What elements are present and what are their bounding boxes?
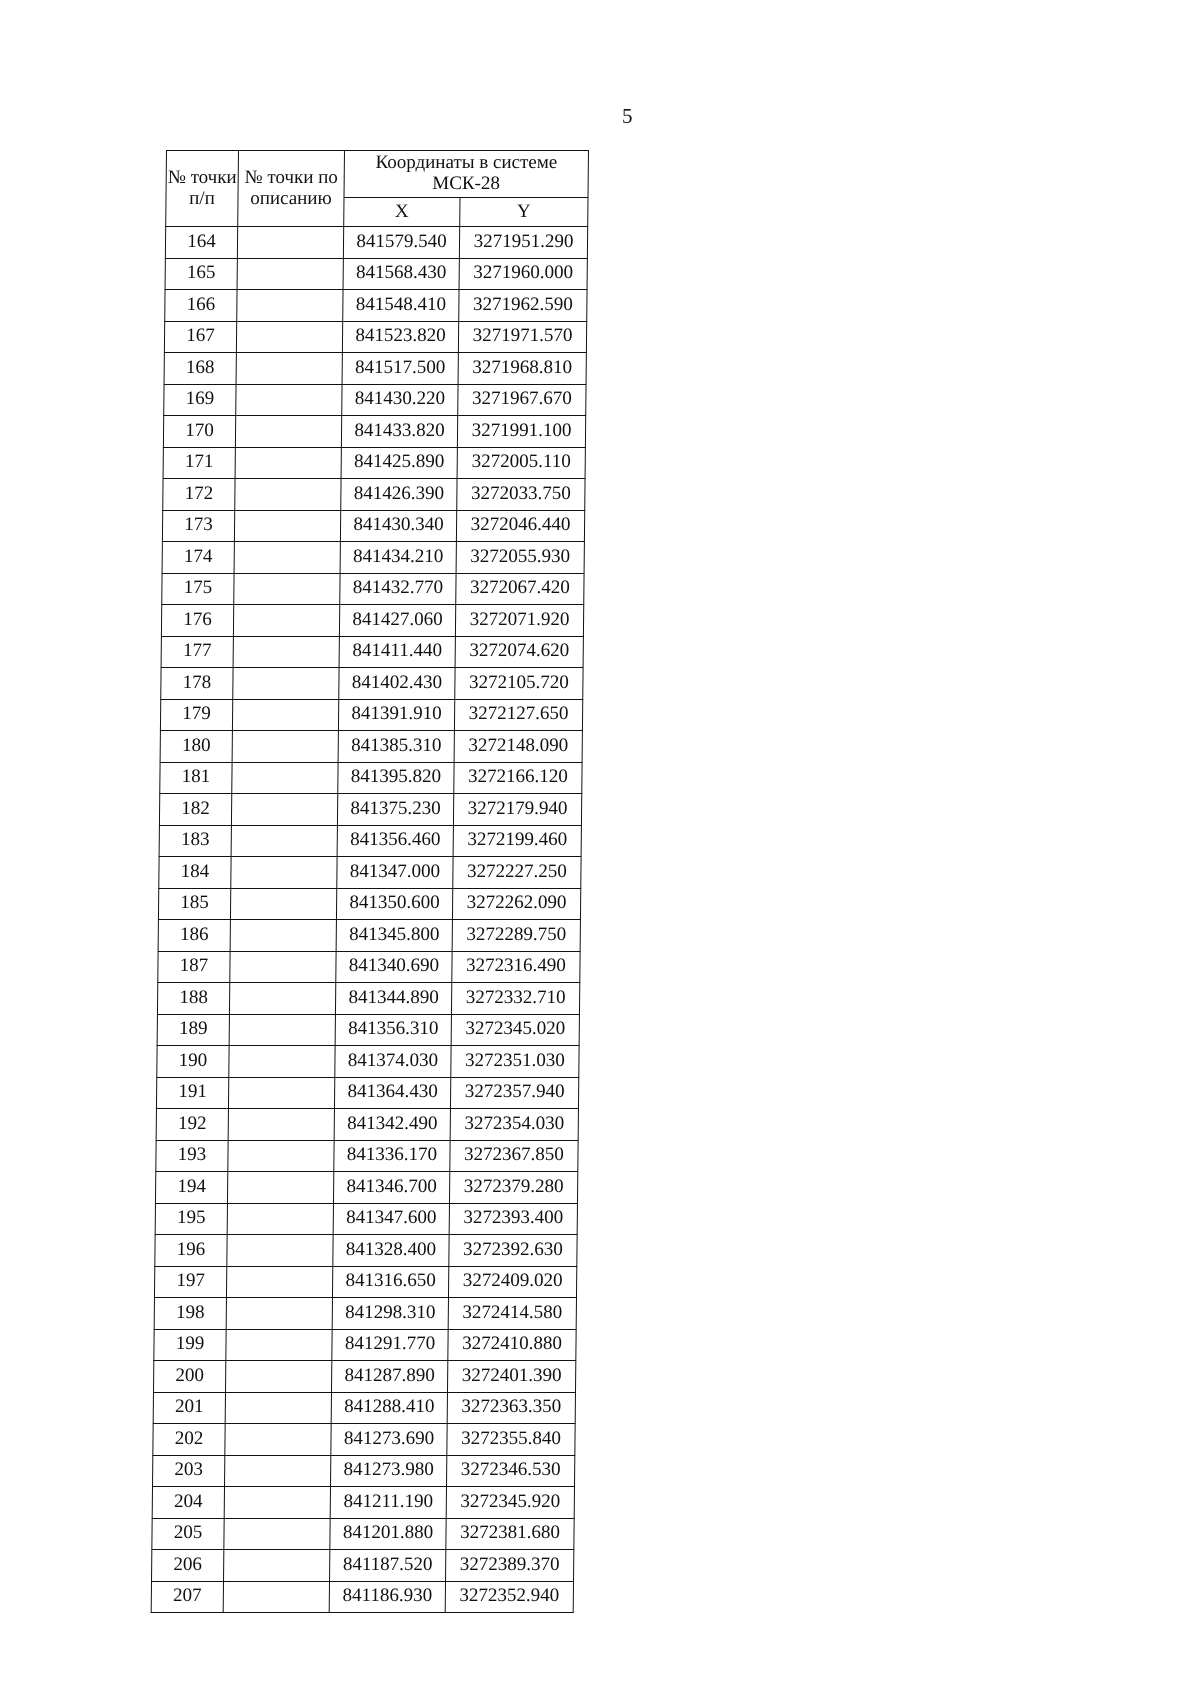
x-coordinate-cell: 841548.410 <box>343 290 459 322</box>
point-number-cell: 204 <box>152 1487 224 1519</box>
y-coordinate-cell: 3272352.940 <box>445 1581 573 1613</box>
x-coordinate-cell: 841328.400 <box>333 1235 449 1267</box>
table-row <box>157 983 579 1015</box>
description-point-cell <box>233 636 339 668</box>
point-number-cell: 180 <box>160 731 232 763</box>
y-coordinate-cell: 3272199.460 <box>453 825 581 857</box>
y-coordinate-cell: 3271971.570 <box>458 321 586 353</box>
y-coordinate-cell: 3272166.120 <box>454 762 582 794</box>
x-coordinate-cell: 841579.540 <box>343 227 459 259</box>
y-coordinate-cell: 3272392.630 <box>449 1235 577 1267</box>
table-row <box>165 290 587 322</box>
point-number-cell: 173 <box>162 510 234 542</box>
x-coordinate-cell: 841298.310 <box>332 1298 448 1330</box>
description-point-cell <box>226 1266 332 1298</box>
description-point-cell <box>235 479 341 511</box>
x-coordinate-cell: 841342.490 <box>334 1109 450 1141</box>
y-coordinate-cell: 3272332.710 <box>451 983 579 1015</box>
point-number-cell: 193 <box>156 1140 228 1172</box>
x-coordinate-cell: 841432.770 <box>340 573 456 605</box>
description-point-cell <box>234 542 340 574</box>
y-coordinate-cell: 3271951.290 <box>459 227 587 259</box>
description-point-cell <box>225 1392 331 1424</box>
table-row <box>151 1581 573 1613</box>
table-row <box>164 384 586 416</box>
table-row <box>157 1014 579 1046</box>
description-point-cell <box>227 1203 333 1235</box>
x-coordinate-cell: 841347.000 <box>337 857 453 889</box>
table-row <box>156 1077 578 1109</box>
y-coordinate-cell: 3271968.810 <box>458 353 586 385</box>
point-number-cell: 191 <box>156 1077 228 1109</box>
point-number-cell: 176 <box>161 605 233 637</box>
point-number-cell: 182 <box>159 794 231 826</box>
y-coordinate-cell: 3272148.090 <box>454 731 582 763</box>
y-coordinate-cell: 3272355.840 <box>447 1424 575 1456</box>
point-number-cell: 179 <box>160 699 232 731</box>
x-coordinate-cell: 841345.800 <box>336 920 452 952</box>
description-point-cell <box>233 605 339 637</box>
description-point-cell <box>225 1424 331 1456</box>
y-coordinate-cell: 3272071.920 <box>455 605 583 637</box>
description-point-cell <box>235 416 341 448</box>
description-point-cell <box>237 290 343 322</box>
table-row <box>161 636 583 668</box>
header-coordinates-system: Координаты в системе МСК-28 <box>344 151 588 198</box>
description-point-cell <box>230 888 336 920</box>
y-coordinate-cell: 3272379.280 <box>449 1172 577 1204</box>
y-coordinate-cell: 3272127.650 <box>454 699 582 731</box>
table-row <box>155 1235 577 1267</box>
y-coordinate-cell: 3272363.350 <box>447 1392 575 1424</box>
y-coordinate-cell: 3272354.030 <box>450 1109 578 1141</box>
description-point-cell <box>235 447 341 479</box>
table-row <box>158 888 580 920</box>
point-number-cell: 174 <box>162 542 234 574</box>
table-row <box>153 1424 575 1456</box>
description-point-cell <box>230 920 336 952</box>
table-row <box>165 258 587 290</box>
table-row <box>156 1140 578 1172</box>
point-number-cell: 168 <box>164 353 236 385</box>
description-point-cell <box>231 857 337 889</box>
y-coordinate-cell: 3272381.680 <box>446 1518 574 1550</box>
description-point-cell <box>227 1235 333 1267</box>
description-point-cell <box>231 825 337 857</box>
table-row <box>152 1487 574 1519</box>
point-number-cell: 206 <box>152 1550 224 1582</box>
description-point-cell <box>234 573 340 605</box>
x-coordinate-cell: 841316.650 <box>332 1266 448 1298</box>
table-row <box>159 825 581 857</box>
table-row <box>157 1046 579 1078</box>
table-row <box>158 951 580 983</box>
description-point-cell <box>225 1455 331 1487</box>
point-number-cell: 199 <box>154 1329 226 1361</box>
description-point-cell <box>223 1581 329 1613</box>
point-number-cell: 184 <box>159 857 231 889</box>
description-point-cell <box>228 1077 334 1109</box>
y-coordinate-cell: 3272316.490 <box>452 951 580 983</box>
point-number-cell: 178 <box>161 668 233 700</box>
point-number-cell: 165 <box>165 258 237 290</box>
point-number-cell: 164 <box>165 227 237 259</box>
point-number-cell: 170 <box>163 416 235 448</box>
point-number-cell: 186 <box>158 920 230 952</box>
point-number-cell: 205 <box>152 1518 224 1550</box>
point-number-cell: 203 <box>153 1455 225 1487</box>
x-coordinate-cell: 841568.430 <box>343 258 459 290</box>
y-coordinate-cell: 3272262.090 <box>452 888 580 920</box>
x-coordinate-cell: 841385.310 <box>338 731 454 763</box>
description-point-cell <box>232 699 338 731</box>
x-coordinate-cell: 841356.460 <box>337 825 453 857</box>
x-coordinate-cell: 841201.880 <box>330 1518 446 1550</box>
point-number-cell: 166 <box>165 290 237 322</box>
page-number: 5 <box>622 104 633 128</box>
point-number-cell: 200 <box>153 1361 225 1393</box>
y-coordinate-cell: 3272055.930 <box>456 542 584 574</box>
table-row <box>160 699 582 731</box>
table-row <box>162 542 584 574</box>
table-row <box>154 1298 576 1330</box>
y-coordinate-cell: 3272005.110 <box>457 447 585 479</box>
description-point-cell <box>224 1487 330 1519</box>
x-coordinate-cell: 841433.820 <box>341 416 457 448</box>
x-coordinate-cell: 841347.600 <box>333 1203 449 1235</box>
y-coordinate-cell: 3272414.580 <box>448 1298 576 1330</box>
x-coordinate-cell: 841402.430 <box>339 668 455 700</box>
description-point-cell <box>226 1298 332 1330</box>
table-row <box>153 1392 575 1424</box>
point-number-cell: 190 <box>157 1046 229 1078</box>
description-point-cell <box>227 1172 333 1204</box>
point-number-cell: 195 <box>155 1203 227 1235</box>
y-coordinate-cell: 3272179.940 <box>453 794 581 826</box>
y-coordinate-cell: 3271960.000 <box>459 258 587 290</box>
x-coordinate-cell: 841517.500 <box>342 353 458 385</box>
table-row <box>159 794 581 826</box>
y-coordinate-cell: 3272227.250 <box>453 857 581 889</box>
x-coordinate-cell: 841211.190 <box>330 1487 446 1519</box>
y-coordinate-cell: 3271991.100 <box>457 416 585 448</box>
x-coordinate-cell: 841434.210 <box>340 542 456 574</box>
table-row <box>154 1329 576 1361</box>
table-row <box>161 605 583 637</box>
description-point-cell <box>233 668 339 700</box>
x-coordinate-cell: 841186.930 <box>329 1581 445 1613</box>
table-row <box>156 1109 578 1141</box>
description-point-cell <box>224 1518 330 1550</box>
point-number-cell: 196 <box>155 1235 227 1267</box>
table-row <box>155 1203 577 1235</box>
x-coordinate-cell: 841411.440 <box>339 636 455 668</box>
x-coordinate-cell: 841374.030 <box>335 1046 451 1078</box>
y-coordinate-cell: 3272401.390 <box>447 1361 575 1393</box>
x-coordinate-cell: 841340.690 <box>336 951 452 983</box>
description-point-cell <box>236 384 342 416</box>
table-row <box>153 1361 575 1393</box>
description-point-cell <box>229 1046 335 1078</box>
table-row <box>154 1266 576 1298</box>
x-coordinate-cell: 841288.410 <box>331 1392 447 1424</box>
description-point-cell <box>232 762 338 794</box>
coordinates-table <box>151 150 589 1613</box>
description-point-cell <box>236 321 342 353</box>
point-number-cell: 183 <box>159 825 231 857</box>
table-row <box>163 479 585 511</box>
x-coordinate-cell: 841391.910 <box>338 699 454 731</box>
table-row <box>163 416 585 448</box>
x-coordinate-cell: 841273.690 <box>331 1424 447 1456</box>
description-point-cell <box>237 258 343 290</box>
table-row <box>152 1518 574 1550</box>
x-coordinate-cell: 841430.340 <box>340 510 456 542</box>
x-coordinate-cell: 841291.770 <box>332 1329 448 1361</box>
point-number-cell: 177 <box>161 636 233 668</box>
x-coordinate-cell: 841523.820 <box>342 321 458 353</box>
table-row <box>161 668 583 700</box>
y-coordinate-cell: 3272393.400 <box>449 1203 577 1235</box>
point-number-cell: 207 <box>151 1581 223 1613</box>
y-coordinate-cell: 3272351.030 <box>451 1046 579 1078</box>
point-number-cell: 202 <box>153 1424 225 1456</box>
x-coordinate-cell: 841336.170 <box>334 1140 450 1172</box>
header-x: X <box>344 198 460 227</box>
x-coordinate-cell: 841273.980 <box>331 1455 447 1487</box>
description-point-cell <box>224 1550 330 1582</box>
description-point-cell <box>225 1361 331 1393</box>
table-row <box>164 321 586 353</box>
y-coordinate-cell: 3272046.440 <box>456 510 584 542</box>
point-number-cell: 181 <box>160 762 232 794</box>
point-number-cell: 187 <box>158 951 230 983</box>
y-coordinate-cell: 3272074.620 <box>455 636 583 668</box>
header-y: Y <box>460 198 588 227</box>
point-number-cell: 167 <box>164 321 236 353</box>
x-coordinate-cell: 841346.700 <box>333 1172 449 1204</box>
table-row <box>158 920 580 952</box>
y-coordinate-cell: 3272033.750 <box>457 479 585 511</box>
description-point-cell <box>228 1140 334 1172</box>
header-description-point-number: № точки по описанию <box>238 151 345 227</box>
y-coordinate-cell: 3272357.940 <box>450 1077 578 1109</box>
point-number-cell: 189 <box>157 1014 229 1046</box>
table-row <box>153 1455 575 1487</box>
y-coordinate-cell: 3272067.420 <box>456 573 584 605</box>
table-row <box>152 1550 574 1582</box>
table-row <box>160 762 582 794</box>
description-point-cell <box>237 227 343 259</box>
point-number-cell: 171 <box>163 447 235 479</box>
table-row <box>165 227 587 259</box>
point-number-cell: 188 <box>157 983 229 1015</box>
y-coordinate-cell: 3272389.370 <box>446 1550 574 1582</box>
y-coordinate-cell: 3272367.850 <box>450 1140 578 1172</box>
x-coordinate-cell: 841375.230 <box>337 794 453 826</box>
description-point-cell <box>229 983 335 1015</box>
x-coordinate-cell: 841344.890 <box>335 983 451 1015</box>
x-coordinate-cell: 841187.520 <box>330 1550 446 1582</box>
point-number-cell: 192 <box>156 1109 228 1141</box>
x-coordinate-cell: 841356.310 <box>335 1014 451 1046</box>
y-coordinate-cell: 3272409.020 <box>448 1266 576 1298</box>
point-number-cell: 175 <box>162 573 234 605</box>
table-row <box>159 857 581 889</box>
y-coordinate-cell: 3272410.880 <box>448 1329 576 1361</box>
y-coordinate-cell: 3272105.720 <box>455 668 583 700</box>
description-point-cell <box>232 731 338 763</box>
y-coordinate-cell: 3271967.670 <box>458 384 586 416</box>
point-number-cell: 185 <box>158 888 230 920</box>
description-point-cell <box>229 1014 335 1046</box>
x-coordinate-cell: 841430.220 <box>342 384 458 416</box>
y-coordinate-cell: 3272345.920 <box>446 1487 574 1519</box>
description-point-cell <box>228 1109 334 1141</box>
description-point-cell <box>226 1329 332 1361</box>
point-number-cell: 201 <box>153 1392 225 1424</box>
point-number-cell: 194 <box>155 1172 227 1204</box>
point-number-cell: 198 <box>154 1298 226 1330</box>
description-point-cell <box>231 794 337 826</box>
table-row <box>164 353 586 385</box>
table-row <box>155 1172 577 1204</box>
table-row <box>160 731 582 763</box>
x-coordinate-cell: 841426.390 <box>341 479 457 511</box>
header-point-number: № точки п/п <box>166 151 239 227</box>
description-point-cell <box>230 951 336 983</box>
y-coordinate-cell: 3271962.590 <box>459 290 587 322</box>
x-coordinate-cell: 841364.430 <box>334 1077 450 1109</box>
table-row <box>163 447 585 479</box>
x-coordinate-cell: 841287.890 <box>331 1361 447 1393</box>
x-coordinate-cell: 841350.600 <box>336 888 452 920</box>
point-number-cell: 172 <box>163 479 235 511</box>
table-row <box>162 573 584 605</box>
y-coordinate-cell: 3272289.750 <box>452 920 580 952</box>
x-coordinate-cell: 841425.890 <box>341 447 457 479</box>
y-coordinate-cell: 3272345.020 <box>451 1014 579 1046</box>
x-coordinate-cell: 841427.060 <box>339 605 455 637</box>
x-coordinate-cell: 841395.820 <box>338 762 454 794</box>
description-point-cell <box>234 510 340 542</box>
point-number-cell: 197 <box>154 1266 226 1298</box>
point-number-cell: 169 <box>164 384 236 416</box>
table-row <box>162 510 584 542</box>
y-coordinate-cell: 3272346.530 <box>447 1455 575 1487</box>
description-point-cell <box>236 353 342 385</box>
